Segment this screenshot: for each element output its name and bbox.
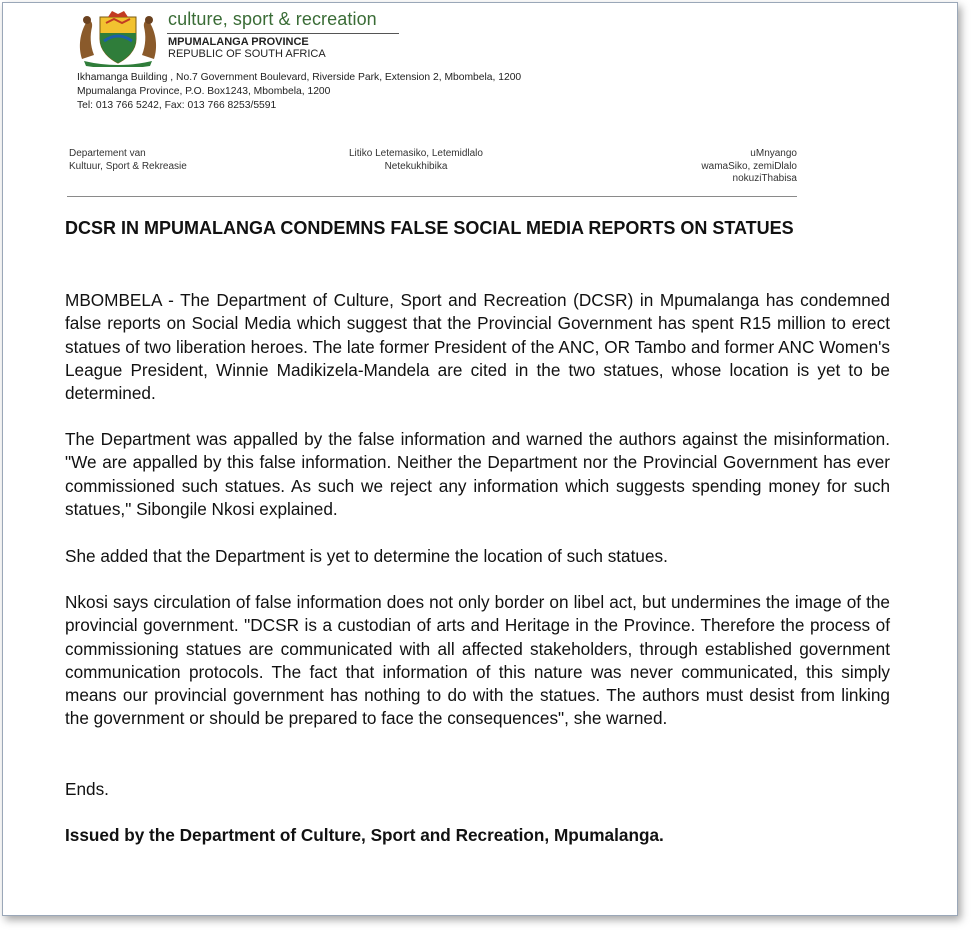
address-line: Ikhamanga Building , No.7 Government Boulevard, Riverside Park, Extension 2, Mbombela, 1200 xyxy=(77,72,522,83)
closing-line: Ends. xyxy=(65,779,109,799)
issued-by-line: Issued by the Department of Culture, Sport and Recreation, Mpumalanga. xyxy=(65,825,664,845)
department-name: culture, sport & recreation xyxy=(168,9,377,29)
siswati-department-name: Litiko Letemasiko, Letemidlalo Netekukhibika xyxy=(349,148,483,172)
title-divider xyxy=(167,33,399,34)
republic-name: REPUBLIC OF SOUTH AFRICA xyxy=(168,48,326,60)
body-paragraph: MBOMBELA - The Department of Culture, Sport and Recreation (DCSR) in Mpumalanga has condemned false reports on Social Media which suggest that the Provincial Government has spent R15 million to erect statues of two liberation heroes. The late former President of the ANC, OR Tambo and former ANC Women's League President, Winnie Madikizela-Mandela are cited in the two statues, whose location is yet to be determined. xyxy=(65,290,890,404)
press-release-headline: DCSR IN MPUMALANGA CONDEMNS FALSE SOCIAL MEDIA REPORTS ON STATUES xyxy=(65,218,794,238)
address-line: Mpumalanga Province, P.O. Box1243, Mbombela, 1200 xyxy=(77,86,331,97)
body-paragraph: The Department was appalled by the false information and warned the authors against the misinformation. "We are appalled by this false information. Neither the Department nor the Provincial Government has ever commissioned such statues. As such we reject any information which suggests spending money for such statues," Sibongile Nkosi explained. xyxy=(65,429,890,519)
phone-fax-line: Tel: 013 766 5242, Fax: 013 766 8253/5591 xyxy=(77,100,277,111)
letterhead-divider xyxy=(67,196,797,197)
province-name: MPUMALANGA PROVINCE xyxy=(168,36,309,48)
afrikaans-department-name: Departement van Kultuur, Sport & Rekreasie xyxy=(69,148,187,172)
zulu-department-name: uMnyango wamaSiko, zemiDlalo nokuziThabisa xyxy=(701,148,797,184)
document-page xyxy=(2,2,958,916)
coat-of-arms-logo xyxy=(76,9,160,67)
body-paragraph: She added that the Department is yet to determine the location of such statues. xyxy=(65,546,668,566)
body-paragraph: Nkosi says circulation of false information does not only border on libel act, but undermines the image of the provincial government. "DCSR is a custodian of arts and Heritage in the Province. Therefore the process of commissioning statues are communicated with all affected stakeholders, through established government communication protocols. The fact that information of this nature was never communicated, this simply means our provincial government has nothing to do with the statues. The authors must desist from linking the government or should be prepared to face the consequences", she warned. xyxy=(65,592,890,729)
